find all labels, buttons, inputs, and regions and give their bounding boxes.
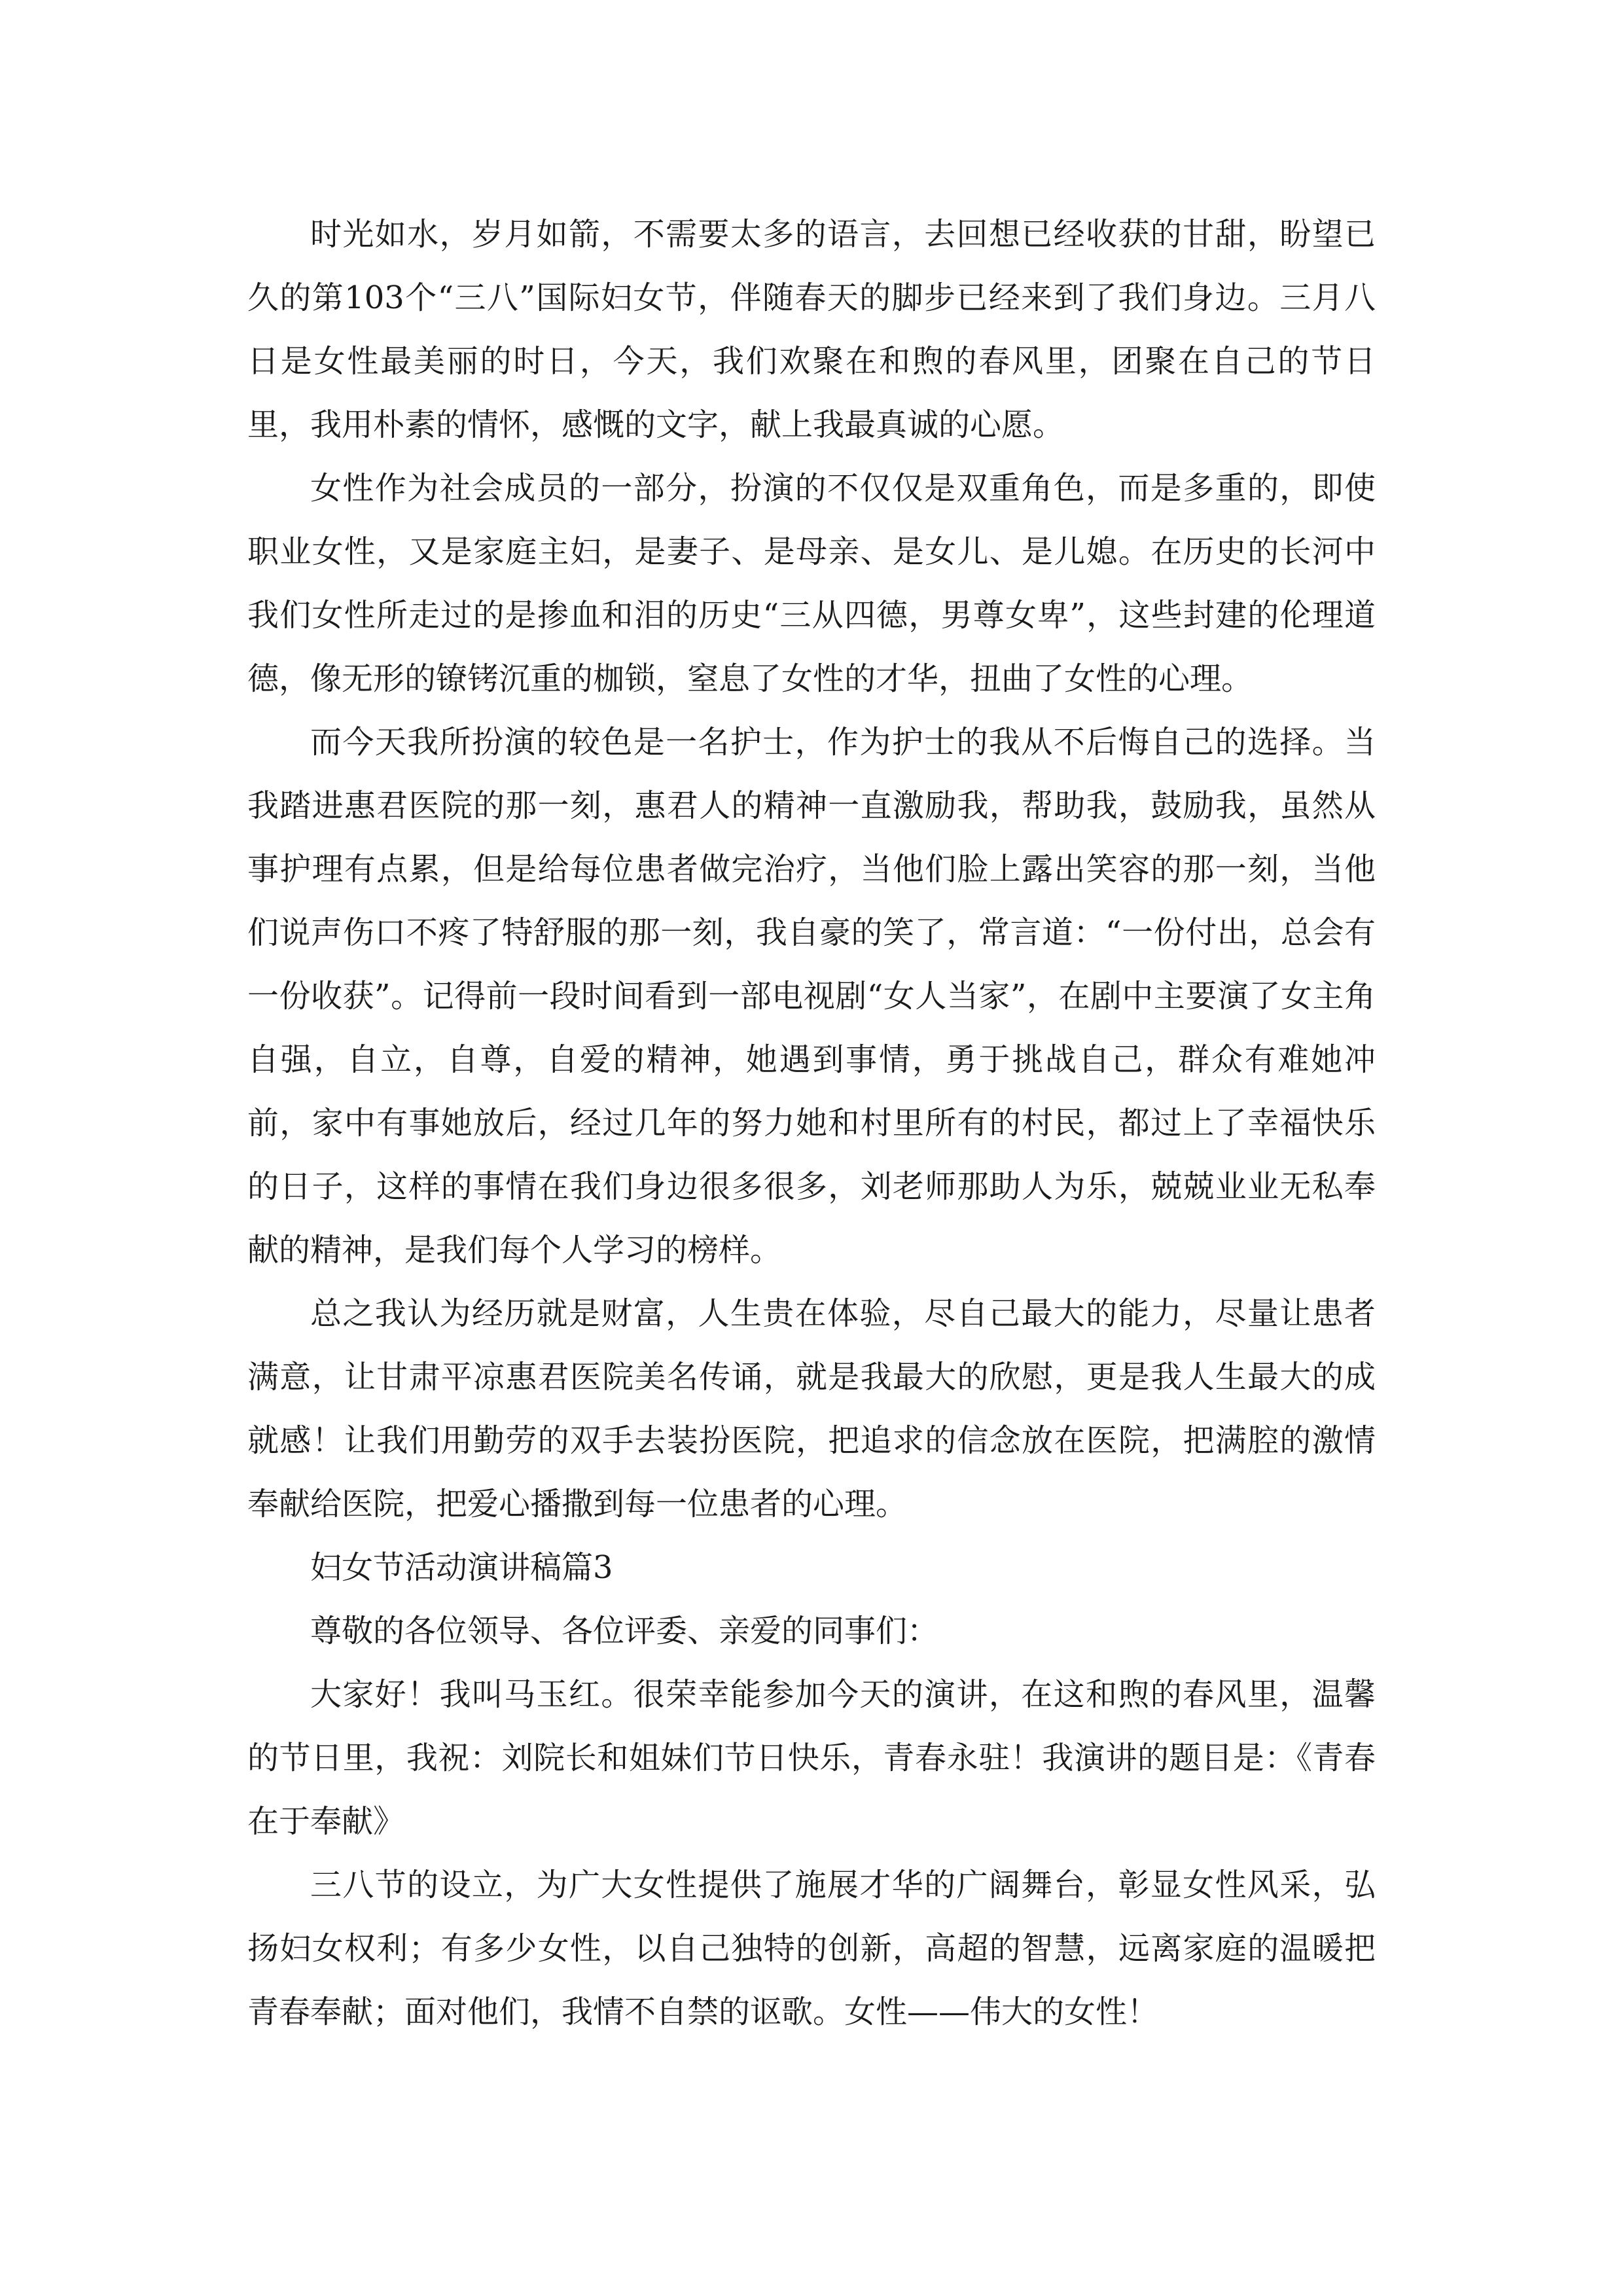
section-heading: 妇女节活动演讲稿篇3 (310, 1549, 613, 1586)
paragraph-nurse-story: 而今天我所扮演的较色是一名护士，作为护士的我从不后悔自己的选择。当我踏进惠君医院的那一刻，惠君人的精神一直激励我，帮助我，鼓励我，虽然从事护理有点累，但是给每位患者做完治疗，当他们脸上露出笑容的那一刻，当他们说声伤口不疼了特舒服的那一刻，我自豪的笑了，常言道：“一份付出，总会有一份收获”。记得前一段时间看到一部电视剧“女人当家”，在剧中主要演了女主角自强，自立，自尊，自爱的精神，她遇到事情，勇于挑战自己，群众有难她冲前，家中有事她放后，经过几年的努力她和村里所有的村民，都过上了幸福快乐的日子，这样的事情在我们身边很多很多，刘老师那助人为乐，兢兢业业无私奉献的精神，是我们每个人学习的榜样。 (247, 724, 1376, 1268)
paragraph-greeting: 大家好！我叫马玉红。很荣幸能参加今天的演讲，在这和煦的春风里，温馨的节日里，我祝：刘院长和姐妹们节日快乐，青春永驻！我演讲的题目是：《青春在于奉献》 (247, 1676, 1376, 1840)
paragraph-womens-day: 三八节的设立，为广大女性提供了施展才华的广阔舞台，彰显女性风采，弘扬妇女权利；有多少女性，以自己独特的创新，高超的智慧，远离家庭的温暖把青春奉献；面对他们，我情不自禁的讴歌。女性——伟大的女性！ (247, 1867, 1376, 2030)
speech-salutation: 尊敬的各位领导、各位评委、亲爱的同事们： (310, 1613, 939, 1649)
paragraph-opening: 时光如水，岁月如箭，不需要太多的语言，去回想已经收获的甘甜，盼望已久的第103个“三八”国际妇女节，伴随春天的脚步已经来到了我们身边。三月八日是女性最美丽的时日，今天，我们欢聚在和煦的春风里，团聚在自己的节日里，我用朴素的情怀，感慨的文字，献上我最真诚的心愿。 (247, 216, 1376, 443)
document-body (247, 203, 1376, 2044)
paragraph-conclusion: 总之我认为经历就是财富，人生贵在体验，尽自己最大的能力，尽量让患者满意，让甘肃平凉惠君医院美名传诵，就是我最大的欣慰，更是我人生最大的成就感！让我们用勤劳的双手去装扮医院，把追求的信念放在医院，把满腔的激情奉献给医院，把爱心播撒到每一位患者的心理。 (247, 1295, 1376, 1522)
paragraph-women-roles: 女性作为社会成员的一部分，扮演的不仅仅是双重角色，而是多重的，即使职业女性，又是家庭主妇，是妻子、是母亲、是女儿、是儿媳。在历史的长河中我们女性所走过的是掺血和泪的历史“三从四德，男尊女卑”，这些封建的伦理道德，像无形的镣铐沉重的枷锁，窒息了女性的才华，扭曲了女性的心理。 (247, 470, 1376, 697)
